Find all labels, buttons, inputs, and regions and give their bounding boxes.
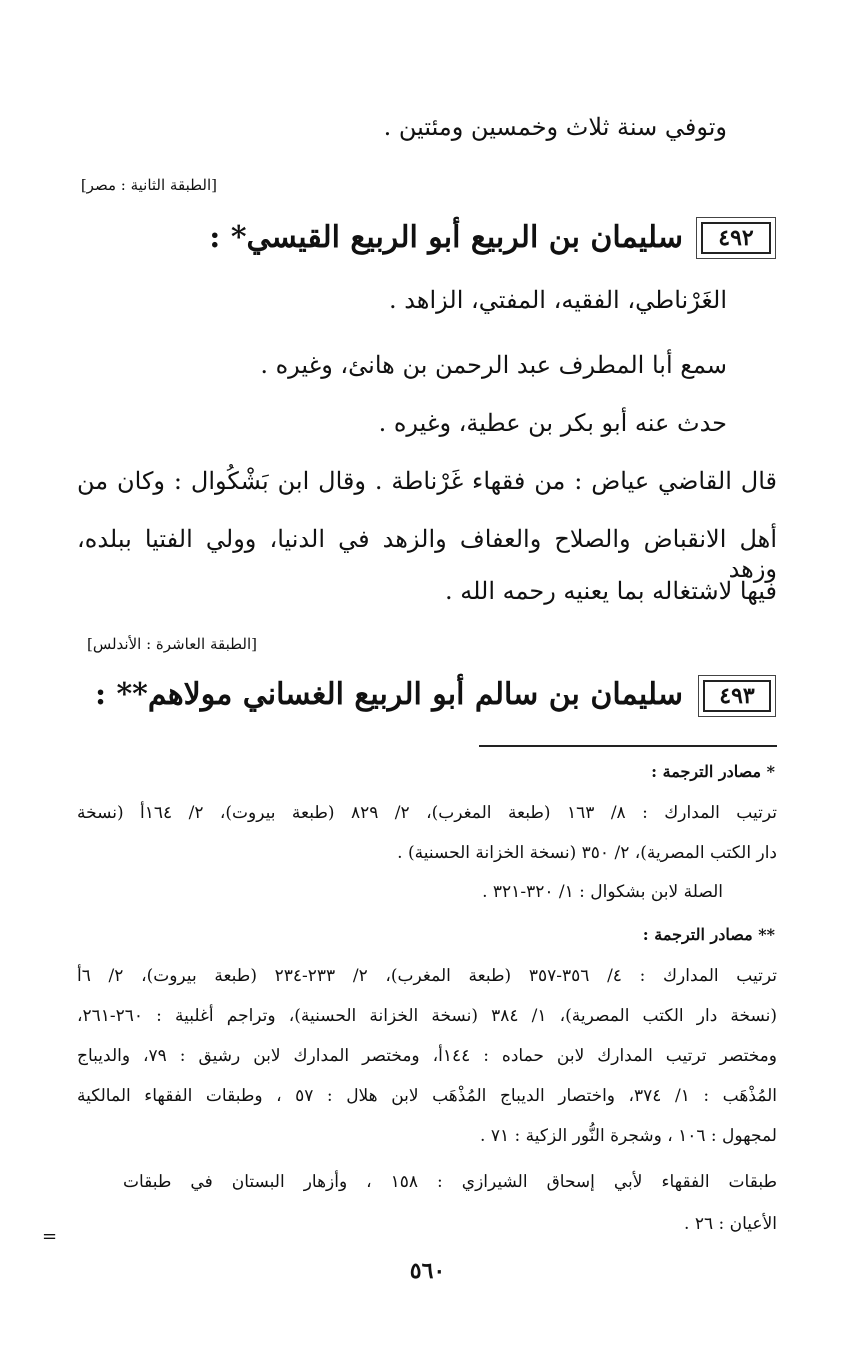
- tabaqa-label-1: [الطبقة الثانية : مصر]: [80, 176, 217, 194]
- tabaqa-label-2: [الطبقة العاشرة : الأندلس]: [87, 635, 257, 653]
- entry-number-box-493: [703, 680, 771, 712]
- edge-mark: =: [42, 1226, 58, 1247]
- entry-number-493: ٤٩٣: [719, 683, 755, 709]
- footnote-2-line-2: (نسخة دار الكتب المصرية)، ١/ ٣٨٤ (نسخة الخزانة الحسنية)، وتراجم أغلبية : ٢٦٠-٢٦١،: [77, 1006, 778, 1026]
- footnote-2-line-7: الأعيان : ٢٦ .: [684, 1214, 777, 1234]
- footnote-separator: [479, 745, 777, 747]
- entry-492-line-3: حدث عنه أبو بكر بن عطية، وغيره .: [378, 409, 727, 437]
- footnote-1-line-1: ترتيب المدارك : ٨/ ١٦٣ (طبعة المغرب)، ٢/ ٨٢٩ (طبعة بيروت)، ٢/ ١٦٤أ (نسخة: [77, 803, 777, 823]
- entry-heading-493: سليمان بن سالم أبو الربيع الغساني مولاهم** :: [94, 677, 683, 712]
- footnote-2-line-4: المُذْهَب : ١/ ٣٧٤، واختصار الديباج المُذْهَب لابن هلال : ٥٧ ، وطبقات الفقهاء المالكية: [77, 1086, 777, 1106]
- entry-number-492: ٤٩٢: [718, 225, 754, 251]
- entry-492-line-5: أهل الانقباض والصلاح والعفاف والزهد في الدنيا، وولي الفتيا ببلده، وزهد: [77, 525, 777, 583]
- entry-492-line-2: سمع أبا المطرف عبد الرحمن بن هانئ، وغيره .: [260, 351, 727, 379]
- footnote-2-line-6: طبقات الفقهاء لأبي إسحاق الشيرازي : ١٥٨ ، وأزهار البستان في طبقات: [123, 1172, 777, 1192]
- footnote-1-heading: * مصادر الترجمة :: [651, 762, 775, 781]
- footnote-1-line-2: دار الكتب المصرية)، ٢/ ٣٥٠ (نسخة الخزانة الحسنية) .: [397, 843, 777, 863]
- entry-492-line-1: الغَرْناطي، الفقيه، المفتي، الزاهد .: [388, 286, 727, 314]
- footnote-2-line-5: لمجهول : ١٠٦ ، وشجرة النُّور الزكية : ٧١ .: [480, 1126, 777, 1146]
- page-number: ٥٦٠: [409, 1258, 446, 1284]
- entry-492-line-6: فيها لاشتغاله بما يعنيه رحمه الله .: [444, 577, 777, 605]
- continuation-line: وتوفي سنة ثلاث وخمسين ومئتين .: [383, 113, 727, 141]
- footnote-2-line-1: ترتيب المدارك : ٤/ ٣٥٦-٣٥٧ (طبعة المغرب)، ٢/ ٢٣٣-٢٣٤ (طبعة بيروت)، ٢/ ٦أ: [77, 966, 777, 986]
- entry-heading-492: سليمان بن الربيع أبو الربيع القيسي* :: [209, 220, 683, 255]
- footnote-2-line-3: ومختصر ترتيب المدارك لابن حماده : ١٤٤أ، ومختصر المدارك لابن رشيق : ٧٩، والديباج: [77, 1046, 777, 1066]
- footnote-2-heading: ** مصادر الترجمة :: [642, 925, 775, 944]
- entry-492-line-4: قال القاضي عياض : من فقهاء غَرْناطة . وقال ابن بَشْكُوال : وكان من: [77, 467, 777, 495]
- entry-number-box-492: [701, 222, 771, 254]
- footnote-1-line-3: الصلة لابن بشكوال : ١/ ٣٢٠-٣٢١ .: [482, 882, 723, 902]
